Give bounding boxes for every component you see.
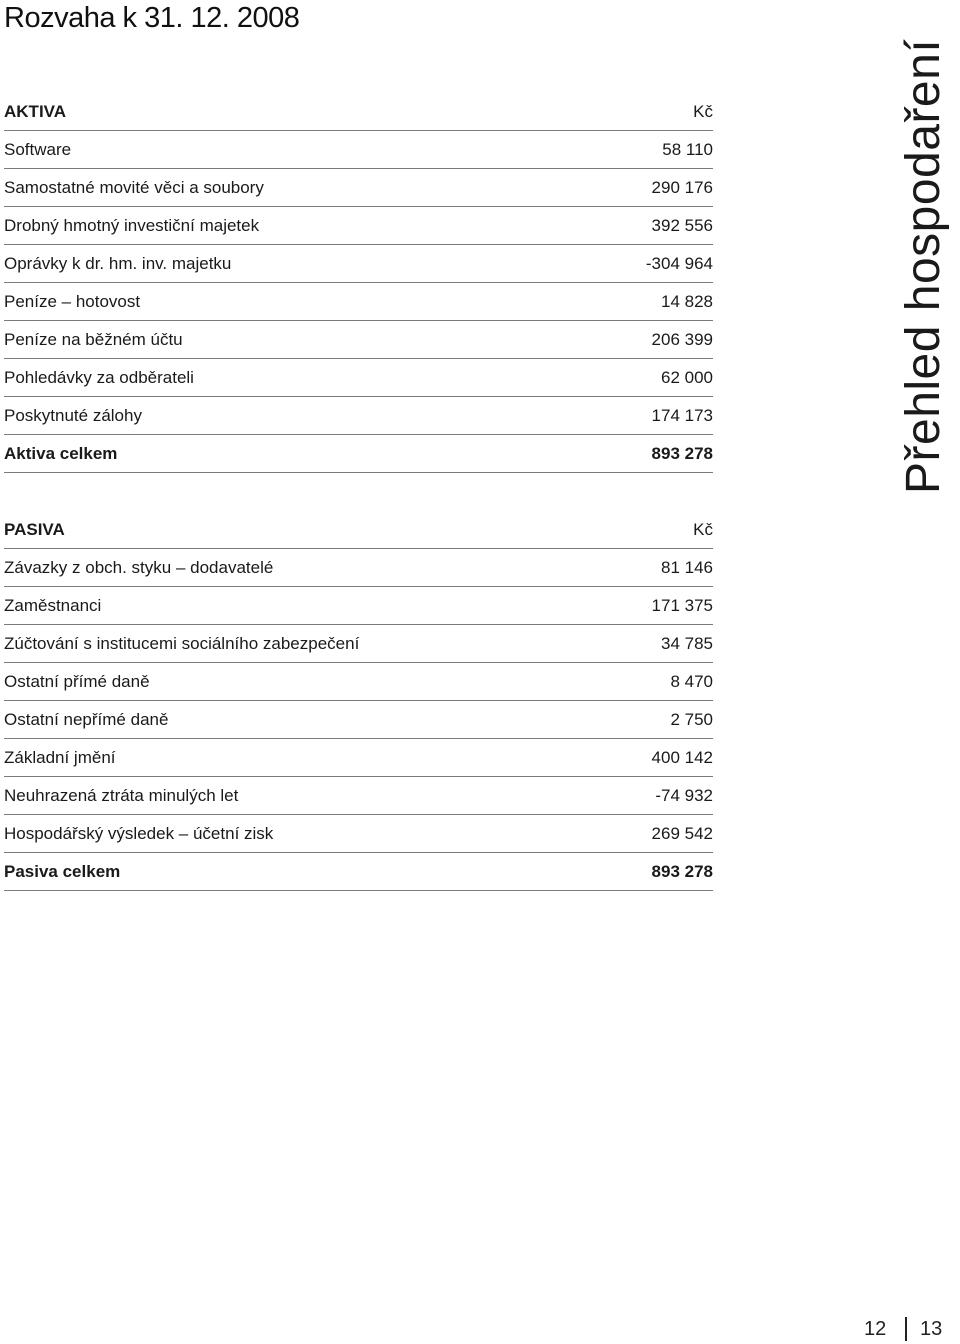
table-row — [4, 701, 713, 739]
page-number-divider — [905, 1317, 907, 1341]
table-row — [4, 739, 713, 777]
row-label: Závazky z obch. styku – dodavatelé — [4, 557, 274, 577]
row-value: -74 932 — [655, 785, 713, 805]
pasiva-heading: PASIVA — [4, 519, 65, 539]
row-label: Ostatní přímé daně — [4, 671, 150, 691]
row-value: 171 375 — [651, 595, 713, 615]
pasiva-currency: Kč — [693, 519, 713, 539]
row-label: Zaměstnanci — [4, 595, 102, 615]
pasiva-header-row — [4, 511, 713, 549]
row-value: 392 556 — [651, 215, 713, 235]
row-value: 2 750 — [670, 709, 713, 729]
table-row — [4, 549, 713, 587]
page-number-left: 12 — [864, 1318, 887, 1340]
aktiva-heading: AKTIVA — [4, 101, 67, 121]
aktiva-table — [4, 93, 713, 473]
row-value: 290 176 — [651, 177, 713, 197]
side-title: Přehled hospodaření — [897, 38, 950, 494]
table-row — [4, 359, 713, 397]
row-value: 62 000 — [661, 367, 713, 387]
row-label: Drobný hmotný investiční majetek — [4, 215, 260, 235]
row-label: Oprávky k dr. hm. inv. majetku — [4, 253, 232, 273]
row-label: Ostatní nepřímé daně — [4, 709, 169, 729]
row-label: Software — [4, 139, 72, 159]
row-value: 206 399 — [651, 329, 713, 349]
table-row — [4, 663, 713, 701]
row-value: 81 146 — [661, 557, 713, 577]
table-row — [4, 815, 713, 853]
row-value: 400 142 — [651, 747, 713, 767]
row-label: Peníze – hotovost — [4, 291, 141, 311]
table-row — [4, 245, 713, 283]
row-value: 58 110 — [662, 139, 713, 159]
table-row — [4, 777, 713, 815]
aktiva-header-row — [4, 93, 713, 131]
pasiva-total-label: Pasiva celkem — [4, 861, 121, 881]
row-value: 174 173 — [651, 405, 713, 425]
row-label: Samostatné movité věci a soubory — [4, 177, 264, 197]
aktiva-currency: Kč — [693, 101, 713, 121]
row-label: Peníze na běžném účtu — [4, 329, 183, 349]
row-label: Pohledávky za odběrateli — [4, 367, 194, 387]
page-title: Rozvaha k 31. 12. 2008 — [4, 2, 300, 34]
row-value: -304 964 — [645, 253, 713, 273]
row-label: Hospodářský výsledek – účetní zisk — [4, 823, 274, 843]
table-row — [4, 207, 713, 245]
pasiva-total-row — [4, 853, 713, 891]
table-row — [4, 397, 713, 435]
table-row — [4, 131, 713, 169]
row-label: Poskytnuté zálohy — [4, 405, 142, 425]
row-value: 14 828 — [661, 291, 713, 311]
aktiva-total-value: 893 278 — [651, 443, 713, 463]
row-value: 8 470 — [670, 671, 713, 691]
table-row — [4, 625, 713, 663]
table-row — [4, 169, 713, 207]
row-value: 269 542 — [651, 823, 713, 843]
pasiva-table — [4, 511, 713, 891]
row-label: Zúčtování s institucemi sociálního zabezpečení — [4, 633, 360, 653]
aktiva-total-row — [4, 435, 713, 473]
table-row — [4, 587, 713, 625]
row-label: Základní jmění — [4, 747, 116, 767]
row-value: 34 785 — [661, 633, 713, 653]
table-row — [4, 321, 713, 359]
row-label: Neuhrazená ztráta minulých let — [4, 785, 239, 805]
pasiva-total-value: 893 278 — [651, 861, 713, 881]
aktiva-total-label: Aktiva celkem — [4, 443, 118, 463]
page-number-right: 13 — [920, 1318, 943, 1340]
table-row — [4, 283, 713, 321]
